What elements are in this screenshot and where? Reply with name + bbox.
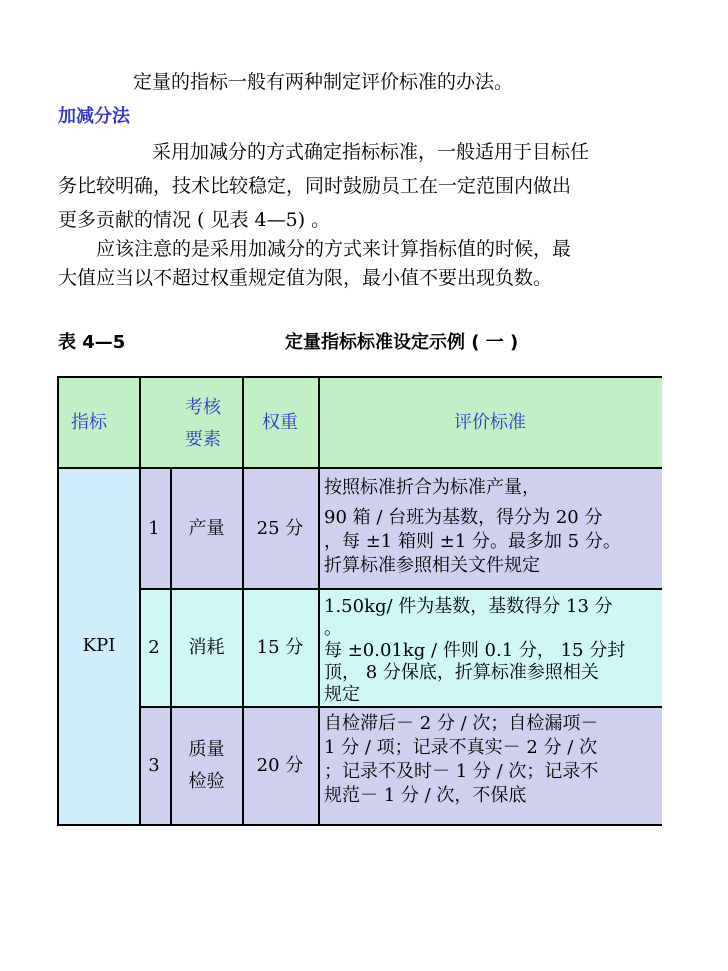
table-divider: [59, 467, 662, 469]
row3-criteria-line: 1 分 / 项；记录不真实－ 2 分 / 次: [324, 737, 598, 758]
row2-criteria-line: 。: [324, 618, 342, 639]
row2-criteria-line: 1.50kg/ 件为基数，基数得分 13 分: [324, 596, 613, 617]
para1-line2: 务比较明确，技术比较稳定，同时鼓励员工在一定范围内做出: [58, 175, 572, 197]
table-divider: [139, 588, 662, 590]
row1-number: 1: [148, 517, 160, 539]
row1-criteria-line: 折算标准参照相关文件规定: [324, 555, 540, 576]
table-number: 表 4—5: [58, 332, 126, 353]
row2-criteria-line: 每 ±0.01kg / 件则 0.1 分， 15 分封: [324, 640, 626, 661]
row3-weight: 20 分: [256, 754, 304, 776]
row2-number: 2: [148, 637, 160, 658]
row3-factor-line1: 质量: [188, 739, 225, 760]
header-indicator: 指标: [59, 378, 139, 468]
row1-factor: 产量: [188, 517, 225, 539]
header-factor-line2: 要素: [167, 428, 239, 452]
row2-weight: 15 分: [256, 637, 304, 658]
para1-line1: 采用加减分的方式确定指标标准，一般适用于目标任: [152, 141, 590, 163]
row1-criteria: [318, 476, 662, 578]
row3-criteria-line: ；记录不及时－ 1 分 / 次；记录不: [324, 761, 599, 782]
table-divider: [318, 378, 320, 824]
row1-criteria-line: ，每 ±1 箱则 ±1 分。最多加 5 分。: [324, 531, 621, 552]
row1-criteria-line: 按照标准折合为标准产量，: [324, 477, 540, 498]
row1-weight: 25 分: [256, 517, 304, 539]
table-title: 定量指标标准设定示例 ( 一 ): [285, 332, 519, 353]
row2-criteria-line: 规定: [324, 684, 360, 705]
para2-line1: 应该注意的是采用加减分的方式来计算指标值的时候，最: [96, 238, 572, 260]
row1-criteria-line: 90 箱 / 台班为基数，得分为 20 分: [324, 507, 603, 528]
row3-criteria-line: 自检滞后－ 2 分 / 次；自检漏项－: [324, 713, 599, 734]
row2-criteria-line: 顶， 8 分保底，折算标准参照相关: [324, 662, 599, 683]
para1-line3: 更多贡献的情况 ( 见表 4—5) 。: [58, 209, 331, 231]
intro-text: 定量的指标一般有两种制定评价标准的办法。: [133, 71, 514, 93]
header-weight: 权重: [242, 378, 318, 468]
row3-factor-line2: 检验: [188, 771, 225, 792]
table-divider: [139, 378, 141, 824]
table-divider: [242, 378, 244, 824]
table-divider: [170, 468, 172, 824]
header-factor-line1: 考核: [167, 396, 239, 420]
row2-criteria: [318, 596, 662, 705]
row3-criteria-line: 规范－ 1 分 / 次，不保底: [324, 785, 527, 806]
table-divider: [139, 706, 662, 708]
section-title: 加减分法: [58, 106, 130, 127]
row2-factor: 消耗: [188, 637, 225, 658]
row3-criteria: [318, 712, 662, 808]
row3-number: 3: [148, 754, 160, 776]
kpi-table: [57, 376, 662, 826]
header-criteria: 评价标准: [318, 378, 662, 468]
kpi-group-label: KPI: [59, 468, 139, 824]
para2-line2: 大值应当以不超过权重规定值为限，最小值不要出现负数。: [58, 267, 553, 289]
